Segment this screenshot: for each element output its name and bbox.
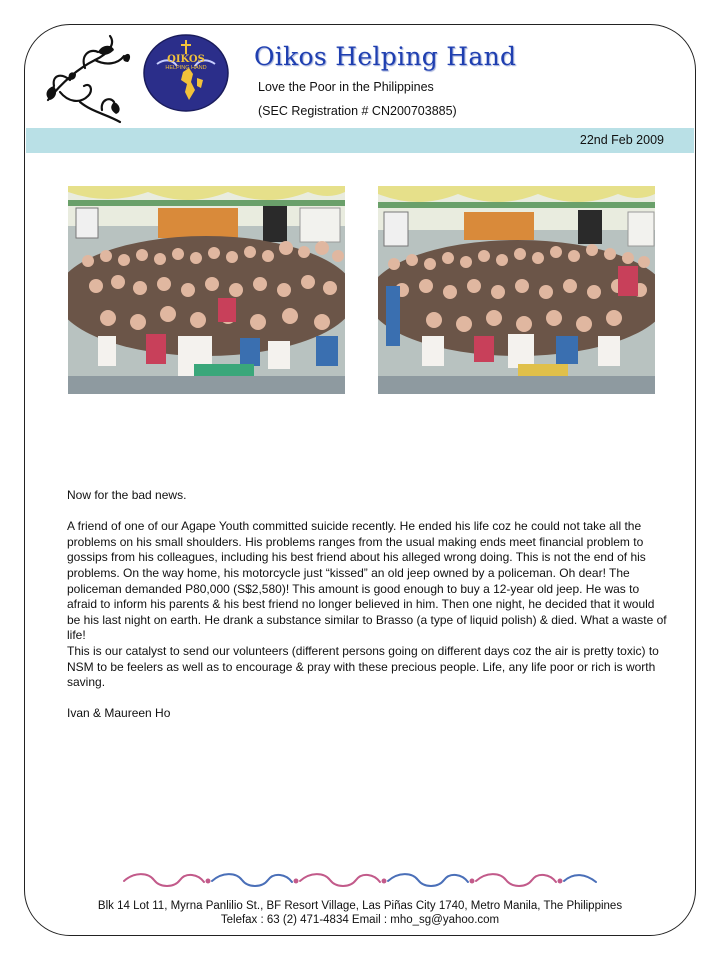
group-photo-1 <box>68 186 345 394</box>
sec-registration: (SEC Registration # CN200703885) <box>258 104 457 118</box>
group-photo-2 <box>378 186 655 394</box>
footer-contact: Telefax : 63 (2) 471-4834 Email : mho_sg@yahoo.com <box>220 914 500 926</box>
letter-paragraph-2: This is our catalyst to send our volunteers (different persons going on different days coz the air is pretty toxic) to NSM to be feelers as well as to encourage & pray with these precious people. Life, any life poor or rich is worth saving. <box>67 643 659 690</box>
floral-flourish-icon <box>40 30 132 126</box>
page-title: Oikos Helping Hand <box>254 42 517 71</box>
page-frame <box>24 24 696 936</box>
letter-body <box>67 488 667 722</box>
letter-paragraph-1: A friend of one of our Agape Youth committed suicide recently. He ended his life coz he could not take all the problems on his small shoulders. His problems ranges from the usual making ends meet financial problem to gossips from his colleagues, including his best friend about his alleged wrong doing. This is not the end of his problems. On the way home, his motorcycle just “kissed” an old jeep owned by a policeman. Oh dear! The policeman demanded P80,000 (S$2,580)! This amount is good enough to buy a 12-year old jeep. He was to afraid to inform his parents & his best friend no longer believed in him. Then one night, he decided that it would be his last night on earth. He drank a substance similar to Brasso (a type of liquid polish) & died. What a waste of life! <box>67 519 667 643</box>
letter-intro: Now for the bad news. <box>67 488 187 502</box>
tagline: Love the Poor in the Philippines <box>258 80 434 94</box>
date-bar <box>26 128 694 153</box>
logo-subtext: HELPING HAND <box>165 65 207 71</box>
oikos-logo <box>143 34 229 112</box>
footer-address: Blk 14 Lot 11, Myrna Panlilio St., BF Resort Village, Las Piñas City 1740, Metro Manila, The Philippines <box>97 900 623 912</box>
logo-text: OIKOS <box>167 54 205 65</box>
letter-date: 22nd Feb 2009 <box>579 133 664 147</box>
letter-signature: Ivan & Maureen Ho <box>67 706 171 721</box>
ornamental-divider-icon <box>120 870 600 892</box>
